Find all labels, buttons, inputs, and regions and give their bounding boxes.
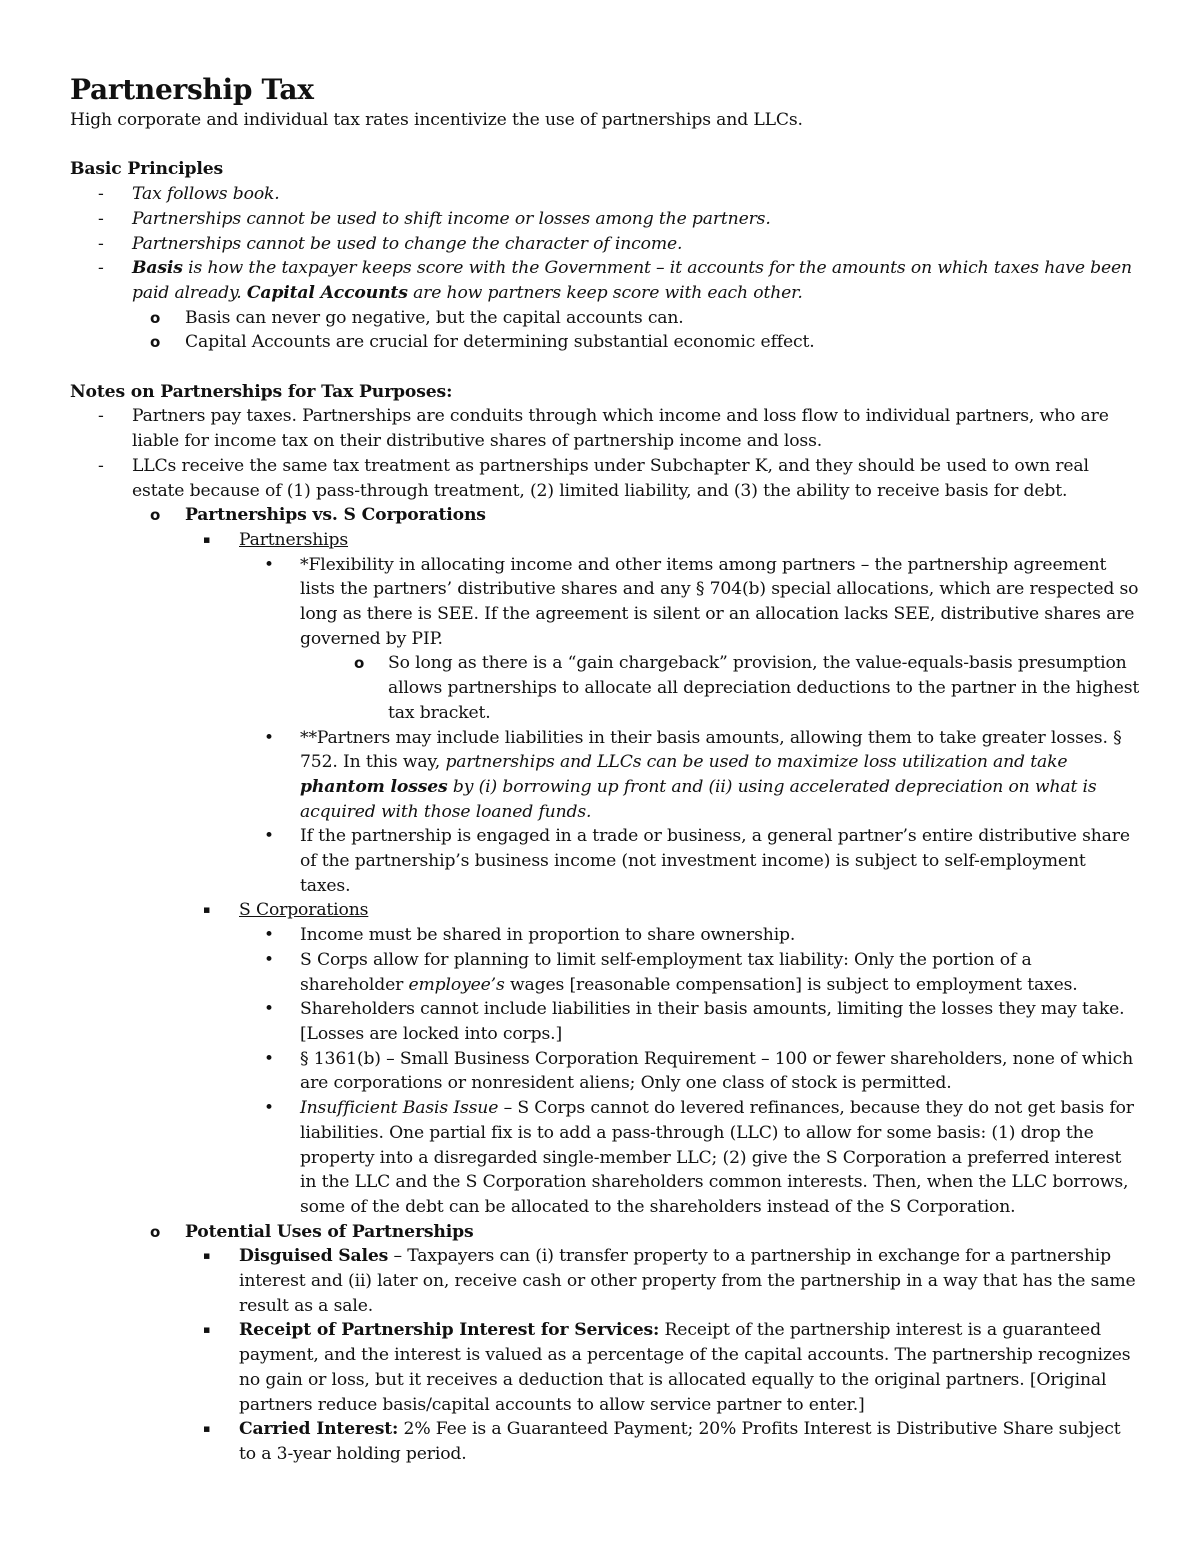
list-item: • Income must be shared in proportion to share ownership. bbox=[70, 923, 1140, 948]
circle-marker: o bbox=[150, 333, 161, 352]
bullet-marker: • bbox=[264, 1098, 274, 1119]
dash-marker: - bbox=[98, 184, 104, 205]
bullet-marker: • bbox=[264, 925, 274, 946]
square-marker: ▪ bbox=[203, 903, 211, 917]
list-item: - Partners pay taxes. Partnerships are conduits through which income and loss flow to individual partners, who are liable for income tax on their distributive shares of partnership income and loss. bbox=[98, 406, 1109, 452]
list-item: - Partnerships cannot be used to change the character of income. bbox=[70, 232, 1140, 257]
circle-marker: o bbox=[150, 308, 161, 327]
dash-marker: - bbox=[98, 406, 104, 427]
bullet-marker: • bbox=[264, 949, 274, 970]
bullet-marker: • bbox=[264, 554, 274, 575]
list-item: - Tax follows book. bbox=[70, 182, 1140, 207]
bullet-marker: • bbox=[264, 999, 274, 1020]
list-item: ▪ Carried Interest: 2% Fee is a Guaranteed Payment; 20% Profits Interest is Distributive Share subject to a 3-year holding period. bbox=[203, 1419, 1121, 1464]
partnerships-vs-s-corps-heading: o Partnerships vs. S Corporations bbox=[70, 503, 1140, 528]
bullet-marker: • bbox=[264, 826, 274, 847]
bullet-marker: • bbox=[264, 1048, 274, 1069]
square-marker: ▪ bbox=[203, 1422, 211, 1436]
dash-marker: - bbox=[98, 455, 104, 476]
dash-marker: - bbox=[98, 258, 104, 279]
sub-list-item: o So long as there is a “gain chargeback” provision, the value-equals-basis presumption allows partnerships to allocate all depreciation deductions to the partner in the highest tax bracket. bbox=[354, 653, 1140, 723]
list-item: • § 1361(b) – Small Business Corporation Requirement – 100 or fewer shareholders, none of which are corporations or nonresident aliens; Only one class of stock is permitted. bbox=[264, 1048, 1134, 1094]
list-item-basis: - Basis is how the taxpayer keeps score with the Government – it accounts for the amounts on which taxes have been paid already. Capital Accounts are how partners keep score with each other. bbox=[98, 258, 1132, 303]
square-marker: ▪ bbox=[203, 532, 211, 546]
list-item: ▪ Receipt of Partnership Interest for Services: Receipt of the partnership interest is a guaranteed payment, and the interest is valued as a percentage of the capital accounts. The partnership recognizes no gain or loss, but it receives a deduction that is allocated equally to the original partners. [Original partners reduce basis/capital accounts to allow service partner to enter.] bbox=[203, 1320, 1131, 1415]
square-marker: ▪ bbox=[203, 1249, 211, 1263]
list-item: - LLCs receive the same tax treatment as partnerships under Subchapter K, and they should be used to own real estate because of (1) pass-through treatment, (2) limited liability, and (3) the ability to receive basis for debt. bbox=[98, 455, 1089, 501]
list-item: • Shareholders cannot include liabilities in their basis amounts, limiting the losses they may take. [Losses are locked into corps.] bbox=[264, 999, 1125, 1044]
bullet-marker: • bbox=[264, 727, 274, 748]
list-item: ▪ Disguised Sales – Taxpayers can (i) transfer property to a partnership in exchange for a partnership interest and (ii) later on, receive cash or other property from the partnership in a way that has the same result as a sale. bbox=[203, 1246, 1136, 1316]
square-marker: ▪ bbox=[203, 1323, 211, 1337]
list-item: • Insufficient Basis Issue – S Corps cannot do levered refinances, because they do not get basis for liabilities. One partial fix is to add a pass-through (LLC) to allow for some basis: (1) drop the property into a disregarded single-member LLC; (2) give the S Corporation a preferred interest in the LLC and the S Corporation shareholders common interests. Then, when the LLC borrows, some of the debt can be allocated to the shareholders instead of the S Corporation. bbox=[264, 1098, 1134, 1217]
potential-uses-heading: o Potential Uses of Partnerships bbox=[70, 1220, 1140, 1245]
list-item: • *Flexibility in allocating income and other items among partners – the partnership agreement lists the partners’ distributive shares and any § 704(b) special allocations, which are respected so long as there is SEE. If the agreement is silent or an allocation lacks SEE, distributive shares are governed by PIP. bbox=[264, 554, 1139, 649]
list-item: • **Partners may include liabilities in their basis amounts, allowing them to take greater losses. § 752. In this way, partnerships and LLCs can be used to maximize loss utilization and take phantom losses by (i) borrowing up front and (ii) using accelerated depreciation on what is acquired with those loaned funds. bbox=[264, 727, 1122, 822]
document-page bbox=[70, 72, 1140, 1467]
list-item: • S Corps allow for planning to limit self-employment tax liability: Only the portion of a shareholder employee’s wages [reasonable compensation] is subject to employment taxes. bbox=[264, 949, 1078, 995]
list-item: • If the partnership is engaged in a trade or business, a general partner’s entire distributive share of the partnership’s business income (not investment income) is subject to self-employment taxes. bbox=[264, 826, 1130, 896]
sub-list-item: o Basis can never go negative, but the capital accounts can. bbox=[70, 306, 1140, 331]
partnerships-subheading: ▪ Partnerships bbox=[70, 528, 1140, 553]
basic-principles-heading: Basic Principles bbox=[70, 159, 224, 180]
sub-list-item: o Capital Accounts are crucial for determining substantial economic effect. bbox=[70, 330, 1140, 355]
notes-heading: Notes on Partnerships for Tax Purposes: bbox=[70, 381, 453, 402]
list-item: - Partnerships cannot be used to shift income or losses among the partners. bbox=[70, 207, 1140, 232]
circle-marker: o bbox=[150, 506, 161, 525]
circle-marker: o bbox=[354, 654, 365, 673]
dash-marker: - bbox=[98, 233, 104, 254]
s-corporations-subheading: ▪ S Corporations bbox=[70, 898, 1140, 923]
circle-marker: o bbox=[150, 1222, 161, 1241]
dash-marker: - bbox=[98, 208, 104, 229]
intro-paragraph: High corporate and individual tax rates incentivize the use of partnerships and LLCs. bbox=[70, 110, 803, 130]
page-title: Partnership Tax bbox=[70, 73, 314, 106]
